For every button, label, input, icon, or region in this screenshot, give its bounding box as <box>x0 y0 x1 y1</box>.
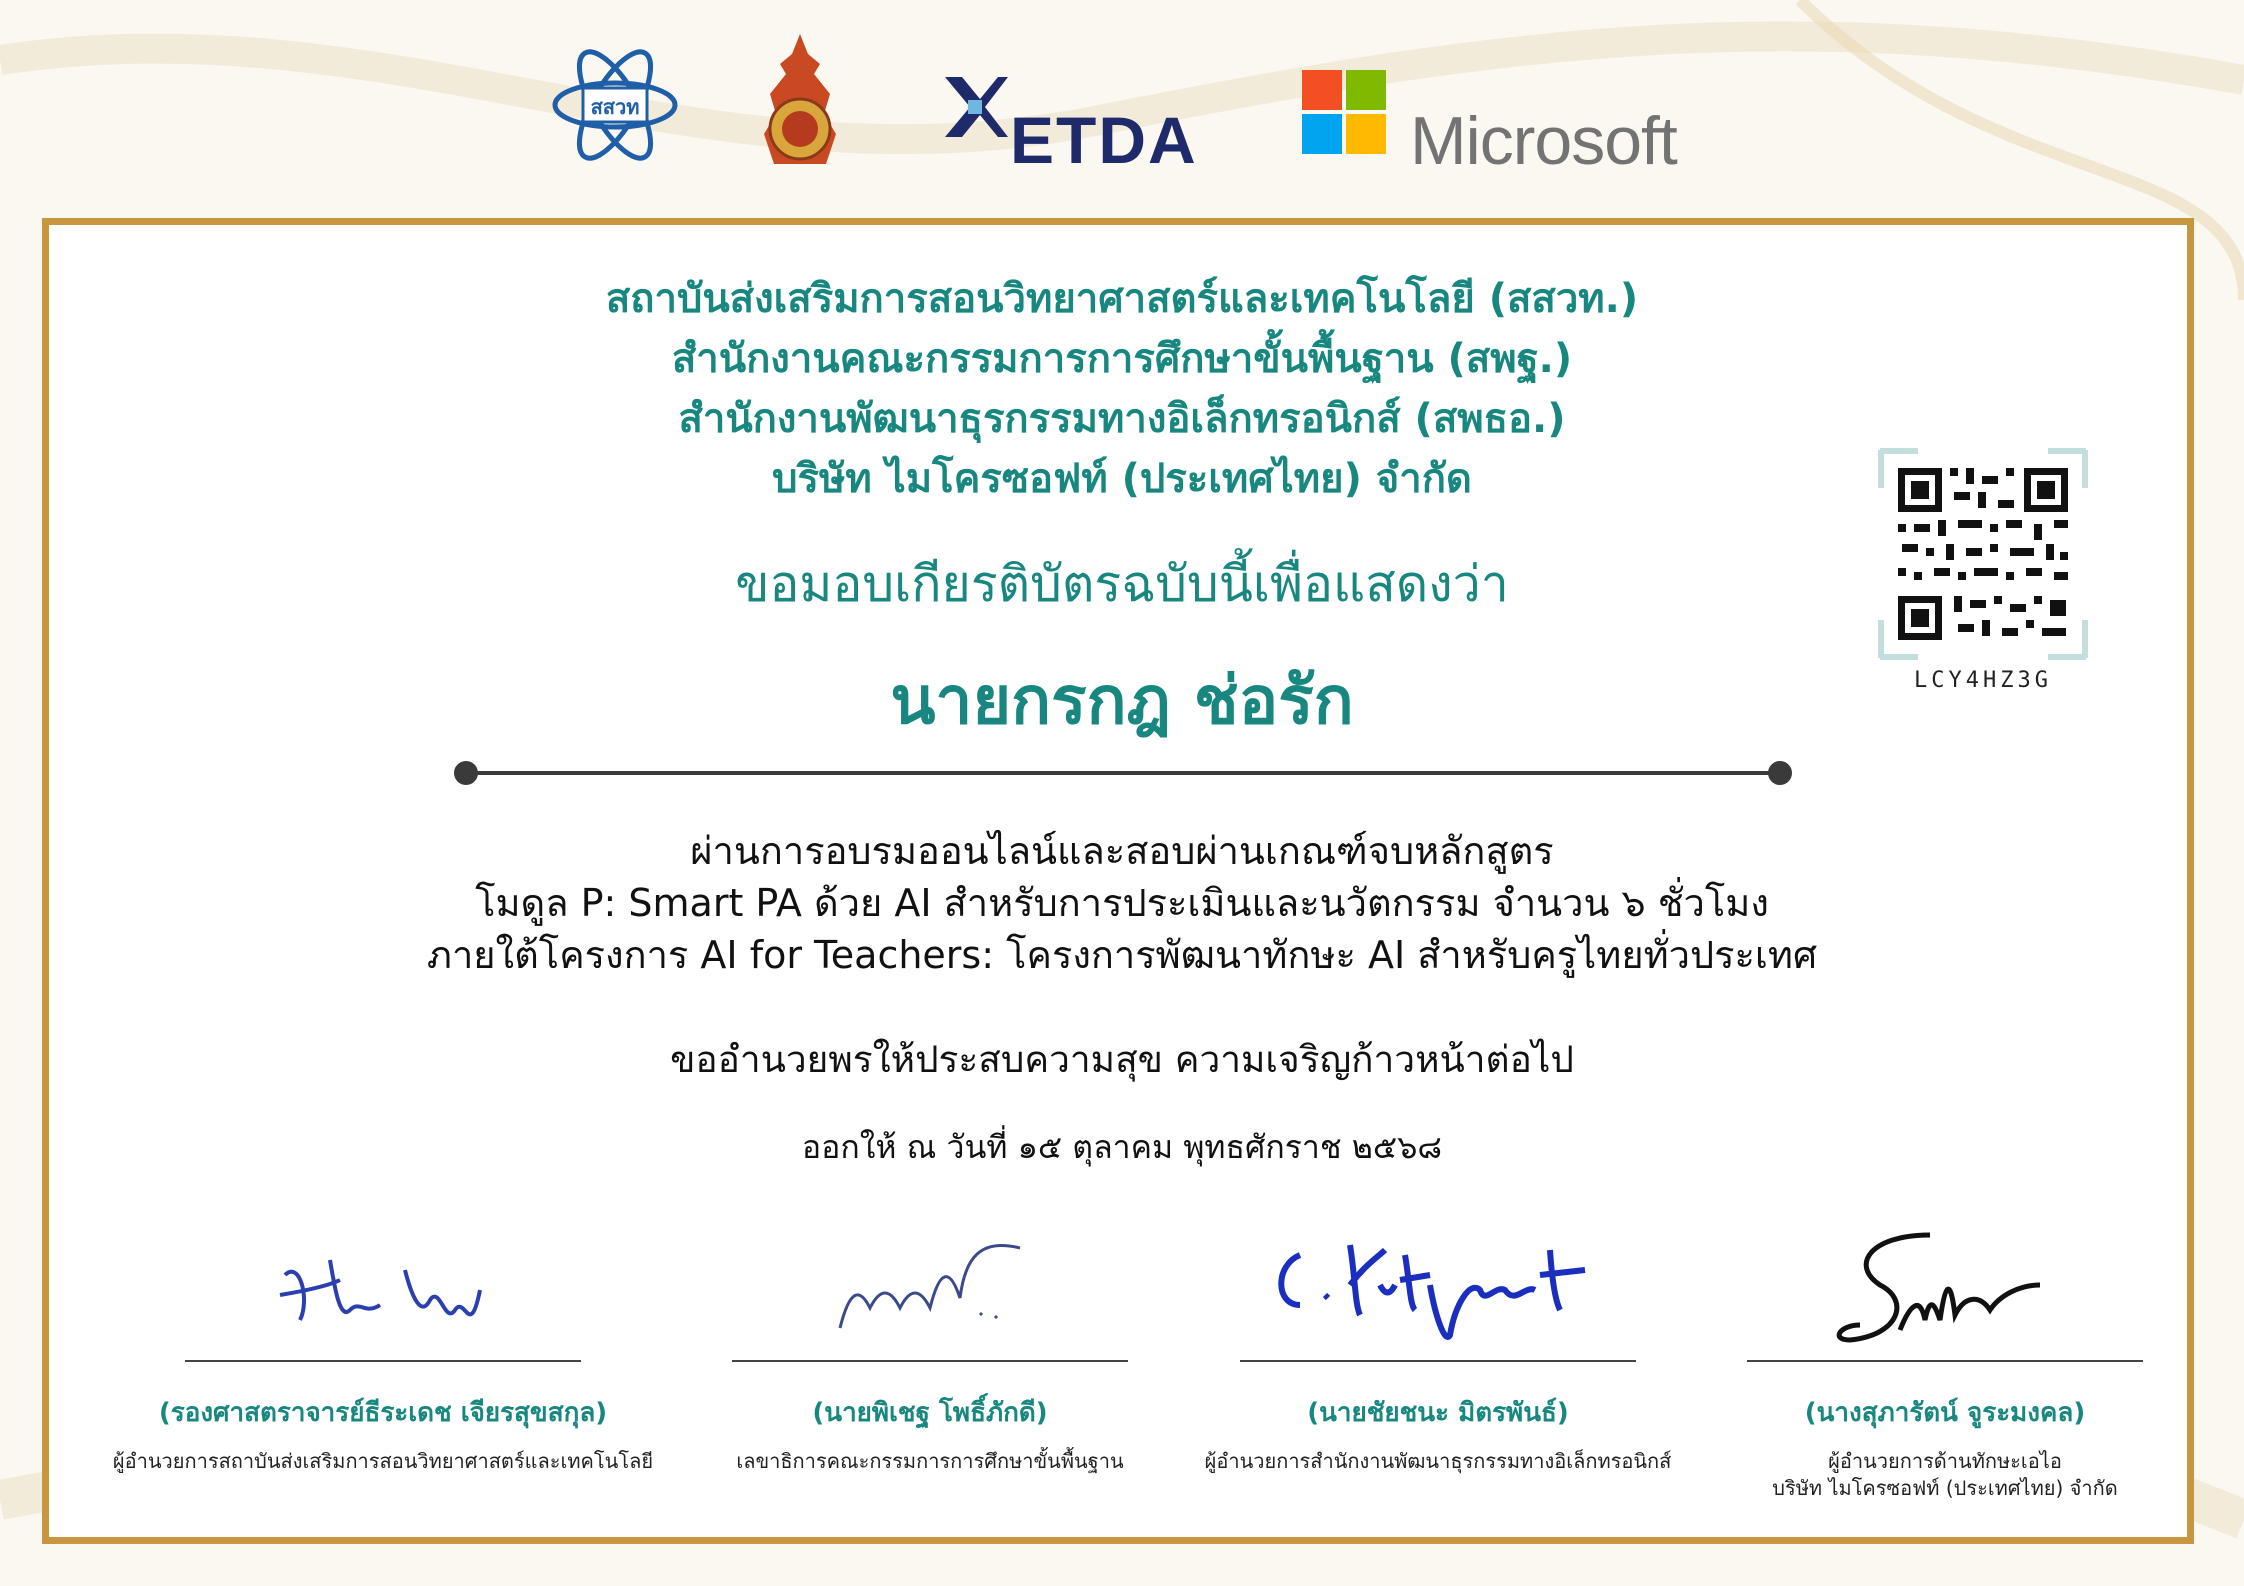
issuer-microsoft: บริษัท ไมโครซอฟท์ (ประเทศไทย) จำกัด <box>772 456 1472 502</box>
signature-3 <box>1270 1225 1610 1355</box>
name-divider <box>452 758 1794 788</box>
signature-4 <box>1830 1225 2050 1355</box>
issuer-etda: สำนักงานพัฒนาธุรกรรมทางอิเล็กทรอนิกส์ (สพธอ.) <box>678 396 1566 442</box>
obec-emblem <box>760 34 840 174</box>
ipst-logo <box>550 30 680 180</box>
svg-text:สสวท: สสวท <box>590 95 640 119</box>
signatory-name-3: (นายชัยชนะ มิตรพันธ์) <box>1307 1398 1569 1428</box>
issuer-ipst: สถาบันส่งเสริมการสอนวิทยาศาสตร์และเทคโนโลยี (สสวท.) <box>605 276 1639 322</box>
body-line-module: โมดูล P: Smart PA ด้วย AI สำหรับการประเมินและนวัตกรรม จำนวน ๖ ชั่วโมง <box>475 881 1769 925</box>
signatory-name-1: (รองศาสตราจารย์ธีระเดช เจียรสุขสกุล) <box>158 1398 608 1428</box>
signature-line-2 <box>732 1360 1128 1362</box>
signature-line-3 <box>1240 1360 1636 1362</box>
etda-logo: ETDA <box>1010 103 1198 177</box>
issuer-obec: สำนักงานคณะกรรมการการศึกษาขั้นพื้นฐาน (สพฐ.) <box>671 336 1573 382</box>
signatory-name-4: (นางสุภารัตน์ จูระมงคล) <box>1804 1398 2086 1428</box>
signature-1 <box>270 1230 500 1350</box>
signatory-title-3: ผู้อำนวยการสำนักงานพัฒนาธุรกรรมทางอิเล็กทรอนิกส์ <box>1204 1449 1672 1473</box>
microsoft-windows-icon <box>1302 70 1386 154</box>
etda-mark-icon <box>940 72 1010 142</box>
qr-code <box>1878 448 2088 660</box>
microsoft-logo: Microsoft <box>1410 103 1677 179</box>
certificate-code: LCY4HZ3G <box>1914 668 2052 693</box>
blessing-text: ขออำนวยพรให้ประสบความสุข ความเจริญก้าวหน้าต่อไป <box>670 1038 1574 1081</box>
body-line-program: ภายใต้โครงการ AI for Teachers: โครงการพัฒนาทักษะ AI สำหรับครูไทยทั่วประเทศ <box>426 933 1818 977</box>
certificate-intro: ขอมอบเกียรติบัตรฉบับนี้เพื่อแสดงว่า <box>735 555 1509 613</box>
body-line-completion: ผ่านการอบรมออนไลน์และสอบผ่านเกณฑ์จบหลักสูตร <box>690 829 1554 873</box>
signatory-title-1: ผู้อำนวยการสถาบันส่งเสริมการสอนวิทยาศาสตร์และเทคโนโลยี <box>112 1449 654 1473</box>
signature-line-4 <box>1747 1360 2143 1362</box>
signature-2 <box>830 1228 1030 1348</box>
signatory-title-2: เลขาธิการคณะกรรมการการศึกษาขั้นพื้นฐาน <box>736 1449 1124 1473</box>
signatory-title-4b: บริษัท ไมโครซอฟท์ (ประเทศไทย) จำกัด <box>1772 1476 2118 1500</box>
issue-date: ออกให้ ณ วันที่ ๑๕ ตุลาคม พุทธศักราช ๒๕๖๘ <box>801 1128 1443 1166</box>
signatory-name-2: (นายพิเชฐ โพธิ์ภักดี) <box>812 1398 1048 1428</box>
signatory-title-4a: ผู้อำนวยการด้านทักษะเอไอ <box>1828 1449 2062 1473</box>
signature-line-1 <box>185 1360 581 1362</box>
logo-bar <box>0 30 2244 180</box>
recipient-name: นายกรกฎ ช่อรัก <box>890 662 1354 739</box>
